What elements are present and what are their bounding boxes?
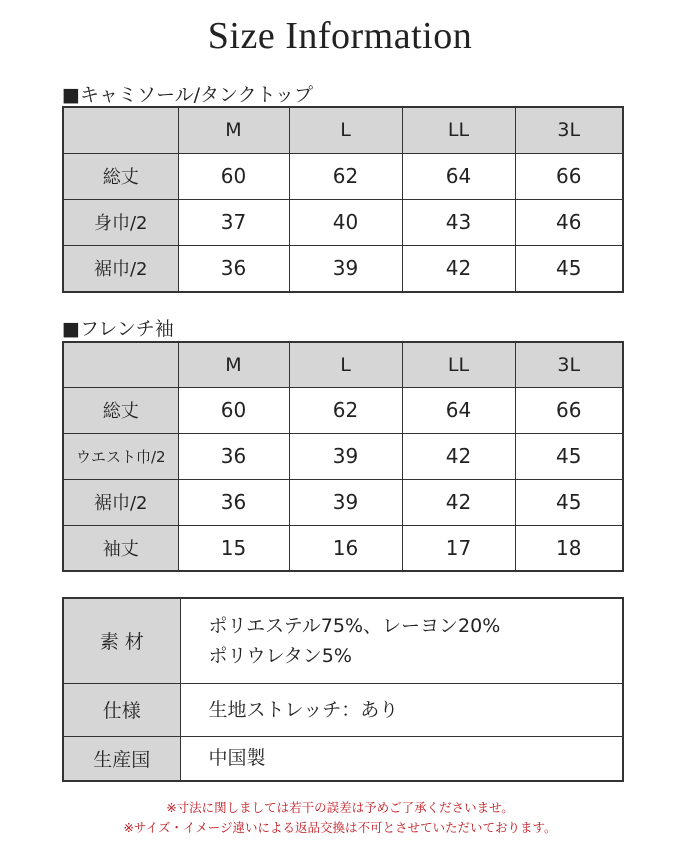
table-row	[63, 479, 623, 525]
table-cell: 16	[289, 525, 402, 571]
note-returns: ※サイズ・イメージ違いによる返品交換は不可とさせていただいております。	[123, 820, 557, 835]
table-cell: 42	[402, 245, 515, 292]
table-cell: 18	[515, 525, 623, 571]
size-header-l: L	[289, 107, 402, 153]
table-cell: 45	[515, 479, 623, 525]
table-cell: 66	[515, 387, 623, 433]
material-label: 素 材	[63, 598, 180, 683]
table-cell: 39	[289, 245, 402, 292]
french-section-label: ■フレンチ袖	[62, 318, 174, 340]
row-label: 総丈	[63, 387, 178, 433]
row-label: 身巾/2	[63, 199, 178, 245]
row-label: 総丈	[63, 153, 178, 199]
size-header-ll: LL	[402, 342, 515, 387]
table-row	[63, 245, 623, 292]
table-row	[63, 153, 623, 199]
table-cell: 46	[515, 199, 623, 245]
table-cell: 45	[515, 245, 623, 292]
size-header-3l: 3L	[515, 342, 623, 387]
header-corner	[63, 107, 178, 153]
table-row	[63, 199, 623, 245]
material-value	[180, 598, 623, 683]
origin-row	[63, 736, 623, 781]
table-cell: 62	[289, 153, 402, 199]
origin-label: 生産国	[63, 736, 180, 781]
table-cell: 64	[402, 153, 515, 199]
material-line-1: ポリエステル75%、レーヨン20%	[208, 614, 501, 637]
table-cell: 40	[289, 199, 402, 245]
table-row	[63, 433, 623, 479]
size-header-m: M	[178, 342, 289, 387]
table-header-row	[63, 107, 623, 153]
table-cell: 15	[178, 525, 289, 571]
page-title: Size Information	[207, 15, 473, 57]
table-cell: 36	[178, 479, 289, 525]
row-label: 裾巾/2	[63, 245, 178, 292]
table-cell: 64	[402, 387, 515, 433]
table-cell: 37	[178, 199, 289, 245]
table-cell: 62	[289, 387, 402, 433]
camisole-section-label: ■キャミソール/タンクトップ	[62, 84, 314, 106]
size-header-ll: LL	[402, 107, 515, 153]
spec-value: 生地ストレッチ：あり	[180, 683, 623, 736]
product-info-table	[62, 597, 624, 782]
table-row	[63, 387, 623, 433]
camisole-size-table	[62, 106, 624, 293]
table-cell: 42	[402, 479, 515, 525]
material-row	[63, 598, 623, 683]
table-cell: 45	[515, 433, 623, 479]
table-cell: 36	[178, 433, 289, 479]
table-cell: 36	[178, 245, 289, 292]
material-line-2: ポリウレタン5%	[208, 644, 352, 667]
note-tolerance: ※寸法に関しましては若干の誤差は予めご了承くださいませ。	[166, 800, 514, 815]
table-cell: 60	[178, 387, 289, 433]
table-cell: 42	[402, 433, 515, 479]
table-cell: 43	[402, 199, 515, 245]
french-size-table	[62, 341, 624, 572]
table-header-row	[63, 342, 623, 387]
row-label: 裾巾/2	[63, 479, 178, 525]
spec-label: 仕様	[63, 683, 180, 736]
table-cell: 66	[515, 153, 623, 199]
header-corner	[63, 342, 178, 387]
size-header-m: M	[178, 107, 289, 153]
size-header-3l: 3L	[515, 107, 623, 153]
table-cell: 39	[289, 479, 402, 525]
table-cell: 39	[289, 433, 402, 479]
spec-row	[63, 683, 623, 736]
row-label: ウエスト巾/2	[63, 433, 178, 479]
table-cell: 17	[402, 525, 515, 571]
table-cell: 60	[178, 153, 289, 199]
origin-value: 中国製	[180, 736, 623, 781]
row-label: 袖丈	[63, 525, 178, 571]
size-header-l: L	[289, 342, 402, 387]
table-row	[63, 525, 623, 571]
